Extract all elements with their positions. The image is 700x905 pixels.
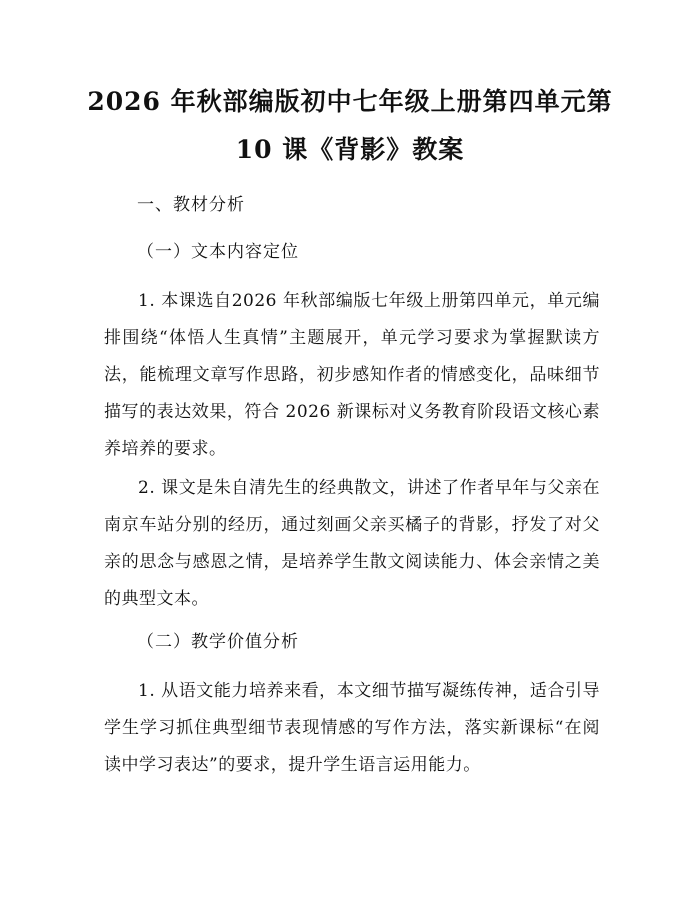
paragraph-unit-context: 1. 本课选自2026 年秋部编版七年级上册第四单元，单元编排围绕“体悟人生真情”主题展开，单元学习要求为掌握默读方法，能梳理文章写作思路，初步感知作者的情感变化，品味细节描写的表达效果，符合 2026 新课标对义务教育阶段语文核心素养培养的要求。	[104, 291, 600, 459]
subsection-heading-teaching-value: （二）教学价值分析	[137, 632, 299, 652]
paragraph-text-summary: 2. 课文是朱自清先生的经典散文，讲述了作者早年与父亲在南京车站分别的经历，通过刻画父亲买橘子的背影，抒发了对父亲的思念与感恩之情，是培养学生散文阅读能力、体会亲情之美的典型文本。	[104, 478, 600, 609]
subsection-heading-content-positioning: （一）文本内容定位	[137, 242, 299, 262]
document-title-line-2: 10 课《背影》教案	[235, 135, 465, 164]
section-heading-textbook-analysis: 一、教材分析	[137, 195, 245, 215]
paragraph-language-ability: 1. 从语文能力培养来看，本文细节描写凝练传神，适合引导学生学习抓住典型细节表现情感的写作方法，落实新课标“在阅读中学习表达”的要求，提升学生语言运用能力。	[104, 681, 600, 775]
document-title-line-1: 2026 年秋部编版初中七年级上册第四单元第	[87, 87, 613, 116]
